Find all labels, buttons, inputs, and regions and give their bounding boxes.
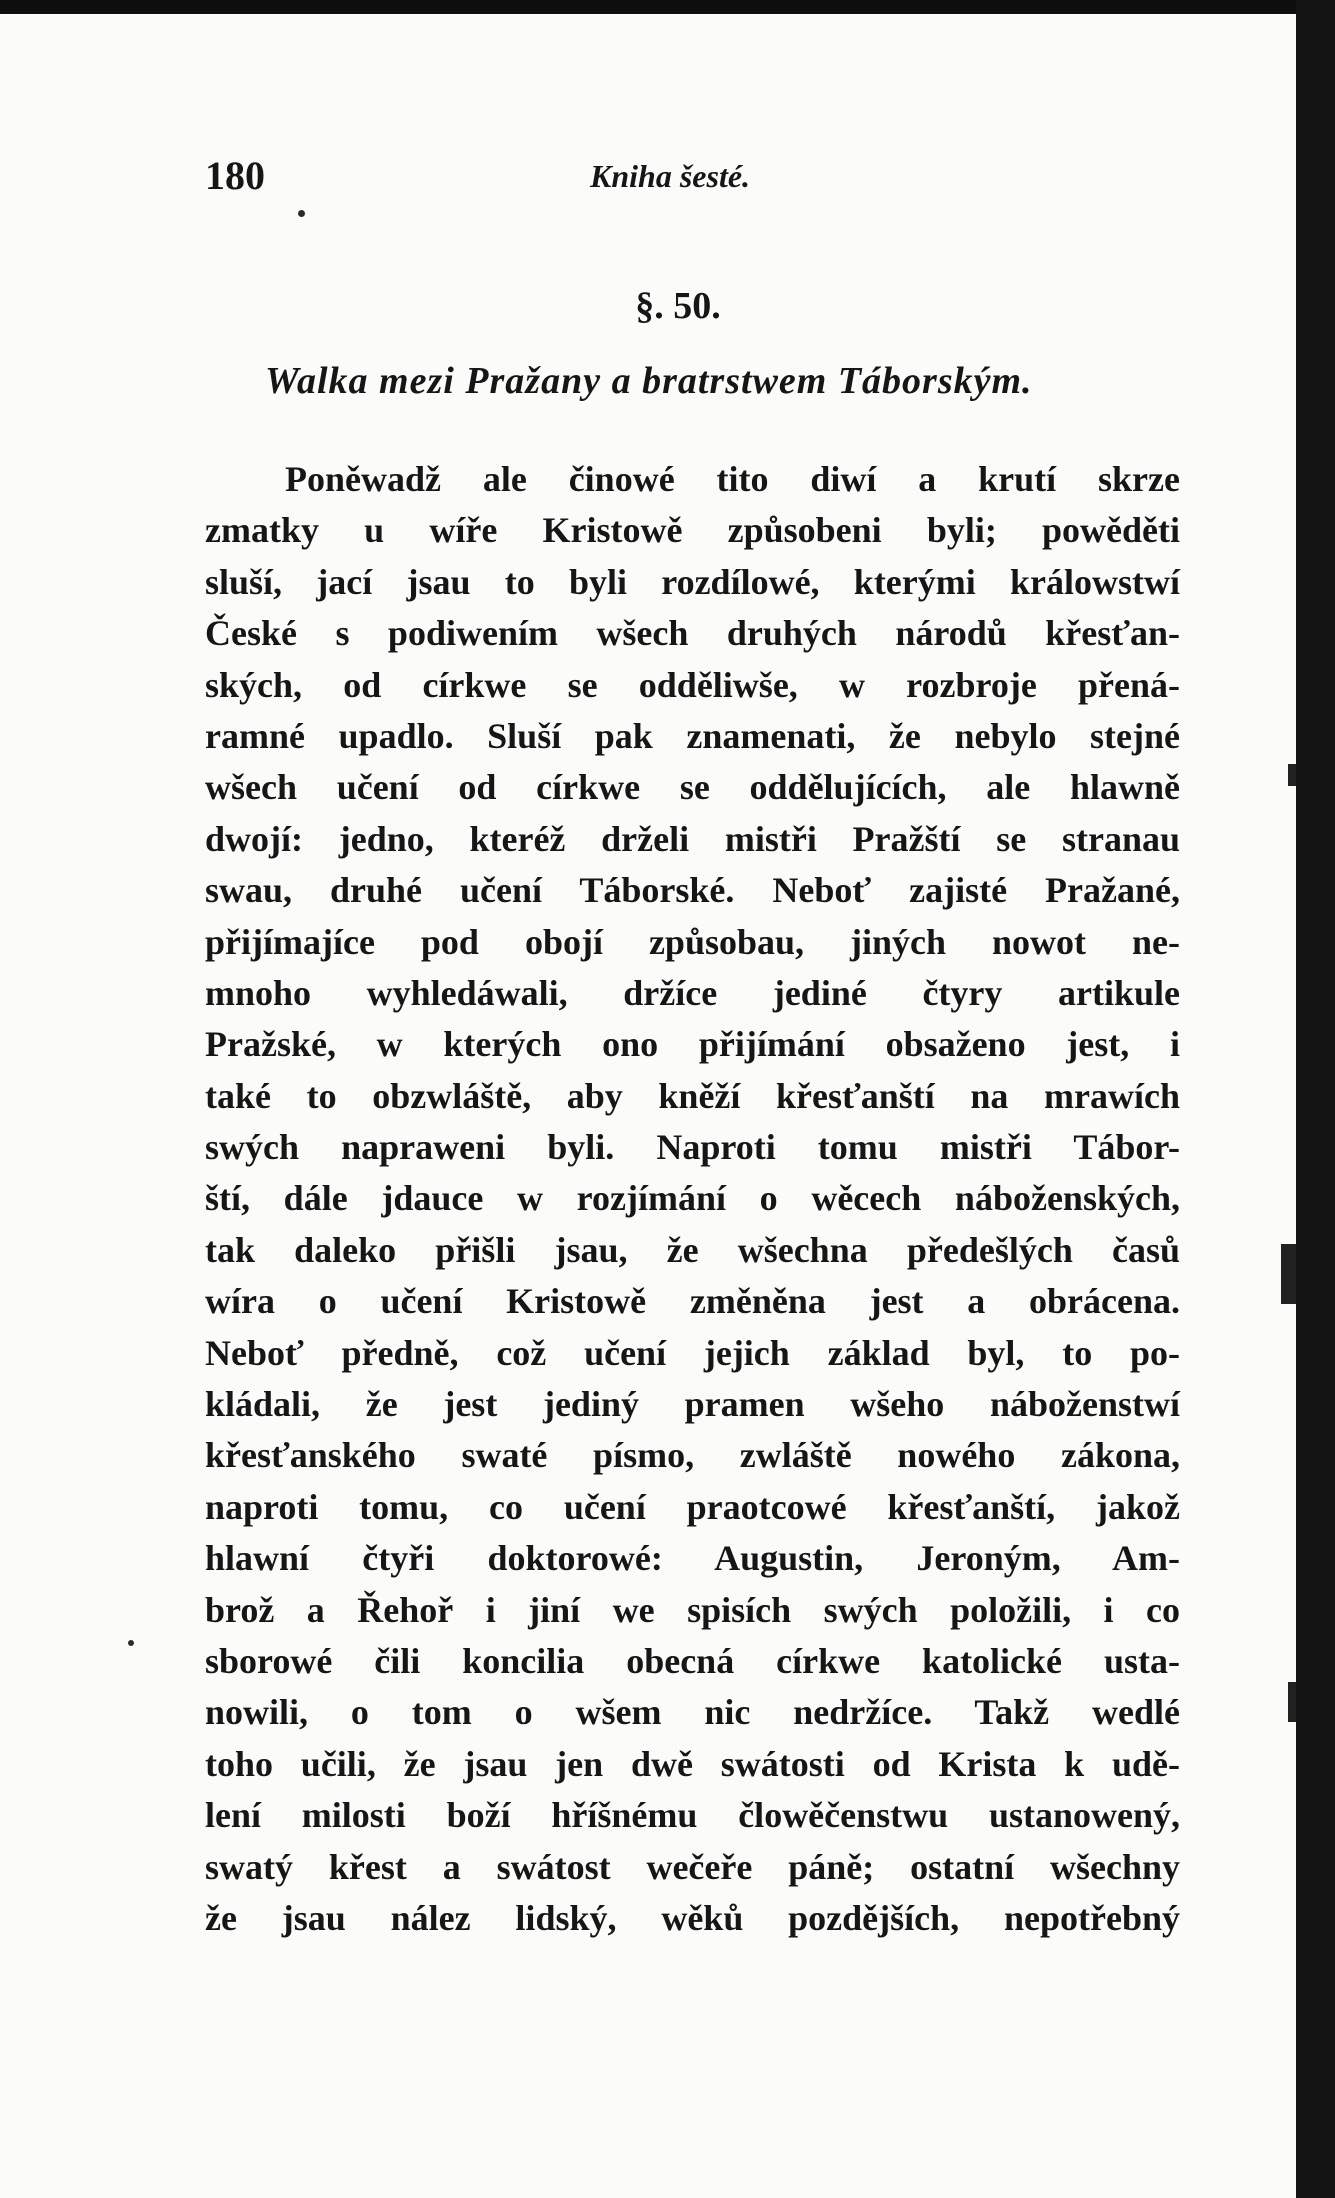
text-line: sluší, jací jsau to byli rozdílowé, kterými králowstwí bbox=[205, 561, 1180, 602]
page-header bbox=[205, 152, 1205, 202]
section-title: Walka mezi Pražany a bratrstwem Táborským. bbox=[265, 360, 1033, 402]
text-line: swých napraweni byli. Naproti tomu mistři Tábor- bbox=[205, 1127, 1180, 1168]
scan-speck bbox=[298, 210, 305, 217]
text-line: ramné upadlo. Sluší pak znamenati, že nebylo stejné bbox=[205, 715, 1180, 756]
text-line: mnoho wyhledáwali, držíce jediné čtyry artikule bbox=[205, 972, 1180, 1013]
text-line: Poněwadž ale činowé tito diwí a krutí skrze bbox=[285, 459, 1180, 499]
text-line: také to obzwláště, aby kněží křesťanští na mrawích bbox=[205, 1075, 1180, 1116]
running-head: Kniha šesté. bbox=[590, 158, 751, 194]
text-line: že jsau nález lidský, wěků pozdějších, nepotřebný bbox=[205, 1897, 1180, 1938]
text-line: Neboť předně, což učení jejich základ byl, to po- bbox=[205, 1332, 1180, 1373]
text-line: křesťanského swaté písmo, zwláště nowého zákona, bbox=[205, 1435, 1180, 1476]
text-line: Pražské, w kterých ono přijímání obsaženo jest, i bbox=[205, 1024, 1180, 1065]
text-line: wšech učení od církwe se oddělujících, ale hlawně bbox=[205, 767, 1180, 808]
text-line: swatý křest a swátost wečeře páně; ostatní wšechny bbox=[205, 1846, 1180, 1887]
text-line: tak daleko přišli jsau, že wšechna předešlých časů bbox=[205, 1229, 1180, 1270]
page-number: 180 bbox=[205, 153, 265, 198]
text-line: wíra o učení Kristowě změněna jest a obrácena. bbox=[205, 1281, 1180, 1322]
book-page bbox=[0, 14, 1296, 2198]
section-number: §. 50. bbox=[635, 285, 721, 327]
scan-speck bbox=[128, 1640, 134, 1646]
margin-mark bbox=[1288, 1682, 1296, 1722]
text-line: lení milosti boží hříšnému člowěčenstwu ustanowený, bbox=[205, 1795, 1180, 1836]
text-line: ských, od církwe se odděliwše, w rozbroje přená- bbox=[205, 664, 1180, 705]
margin-mark bbox=[1288, 764, 1296, 786]
text-line: hlawní čtyři doktorowé: Augustin, Jeroným, Am- bbox=[205, 1538, 1180, 1579]
text-line: brož a Řehoř i jiní we spisích swých položili, i co bbox=[205, 1589, 1180, 1630]
margin-mark bbox=[1281, 1244, 1296, 1304]
text-line: toho učili, že jsau jen dwě swátosti od Krista k udě- bbox=[205, 1743, 1180, 1784]
text-line: sborowé čili koncilia obecná církwe katolické usta- bbox=[205, 1640, 1180, 1681]
text-line: přijímajíce pod obojí způsobau, jiných nowot ne- bbox=[205, 921, 1180, 962]
text-line: České s podiwením wšech druhých národů křesťan- bbox=[205, 613, 1180, 654]
text-line: swau, druhé učení Táborské. Neboť zajisté Pražané, bbox=[205, 870, 1180, 911]
text-line: nowili, o tom o wšem nic nedržíce. Takž wedlé bbox=[205, 1692, 1180, 1733]
text-line: ští, dále jdauce w rozjímání o wěcech náboženských, bbox=[205, 1178, 1180, 1219]
text-line: naproti tomu, co učení praotcowé křesťanští, jakož bbox=[205, 1486, 1180, 1527]
text-line: zmatky u wíře Kristowě způsobeni byli; powěděti bbox=[205, 510, 1180, 551]
text-line: kládali, že jest jediný pramen wšeho náboženstwí bbox=[205, 1384, 1180, 1425]
scan-edge bbox=[1296, 0, 1335, 2198]
text-line: dwojí: jedno, kteréž drželi mistři Pražští se stranau bbox=[205, 818, 1180, 859]
paragraph bbox=[205, 454, 1180, 1944]
